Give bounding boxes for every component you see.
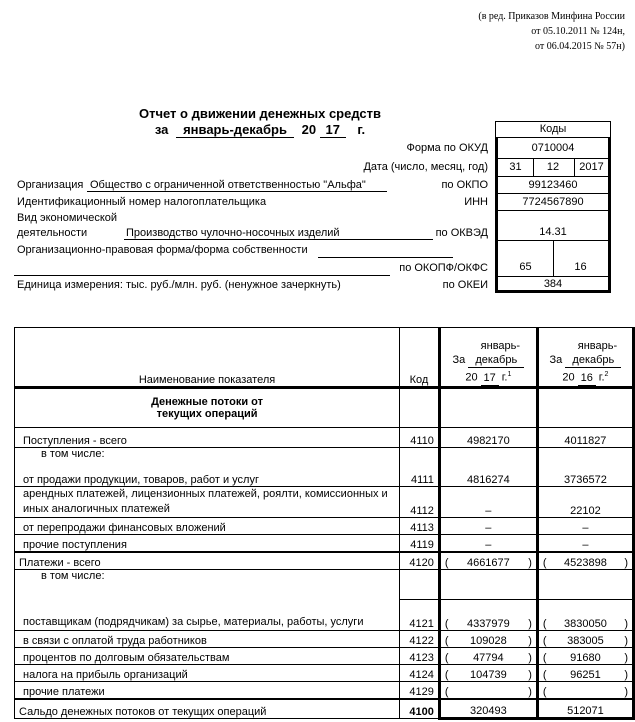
row-value-current <box>439 448 537 465</box>
row-code: 4119 <box>400 534 440 552</box>
header-za: За <box>452 354 466 367</box>
row-value-current: 4816274 <box>439 464 537 486</box>
date-month: 12 <box>546 161 560 173</box>
row-name: от перепродажи финансовых вложений <box>15 517 400 534</box>
row-value-previous: – <box>537 534 633 552</box>
row-value-current <box>439 569 537 600</box>
paren: ( <box>542 556 547 569</box>
section-row <box>15 388 634 428</box>
paren: ) <box>528 668 532 681</box>
row-code: 4100 <box>400 699 440 719</box>
report-title <box>100 106 420 138</box>
paren: ) <box>528 556 532 569</box>
header-year: 16 <box>578 371 596 386</box>
header-g: г. <box>598 372 605 384</box>
paren: ( <box>542 617 547 630</box>
value: 104739 <box>470 668 507 681</box>
row-value-current <box>439 600 537 631</box>
header-century: 20 <box>562 372 575 384</box>
org-name: Общество с ограниченной ответственностью "Альфа" <box>87 179 387 192</box>
row-code: 4120 <box>400 552 440 570</box>
okei-label: по ОКЕИ <box>442 279 488 291</box>
row-code: 4111 <box>400 464 440 486</box>
row-name: арендных платежей, лицензионных платежей, роялти, комиссионных и иных аналогичных платежей <box>15 486 400 517</box>
value-cell <box>439 388 537 428</box>
row-name: процентов по долговым обязательствам <box>15 647 400 664</box>
reference-line: от 05.10.2011 № 124н, <box>531 26 625 37</box>
table-row <box>15 600 634 631</box>
row-value-previous <box>537 569 633 600</box>
paren: ) <box>624 651 628 664</box>
row-code: 4129 <box>400 681 440 699</box>
table-row-total <box>15 699 634 719</box>
header-month: декабрь <box>468 353 524 368</box>
row-value-current: – <box>439 534 537 552</box>
row-name: прочие платежи <box>15 681 400 699</box>
row-value-previous <box>537 647 633 664</box>
row-value-current <box>439 681 537 699</box>
paren: ( <box>444 634 449 647</box>
paren: ) <box>624 685 628 698</box>
okved-value: 14.31 <box>539 226 567 238</box>
row-name: прочие поступления <box>15 534 400 552</box>
row-value-previous: 22102 <box>537 486 633 517</box>
value-cell <box>537 388 633 428</box>
table-row <box>15 630 634 647</box>
row-code: 4122 <box>400 630 440 647</box>
row-name: в том числе: <box>15 569 400 600</box>
value: 3830050 <box>564 617 607 630</box>
row-code: 4123 <box>400 647 440 664</box>
value: 91680 <box>570 651 601 664</box>
row-value-previous <box>537 681 633 699</box>
row-code: 4121 <box>400 600 440 631</box>
table-row <box>15 464 634 486</box>
table-row <box>15 681 634 699</box>
table-row <box>15 486 634 517</box>
paren: ( <box>444 556 449 569</box>
section-line: текущих операций <box>156 408 258 420</box>
header-name: Наименование показателя <box>15 328 400 388</box>
paren: ( <box>542 668 547 681</box>
value <box>449 686 529 698</box>
paren: ( <box>444 651 449 664</box>
footnote-mark: 1 <box>507 371 512 379</box>
paren: ( <box>542 685 547 698</box>
row-name: Сальдо денежных потоков от текущих операций <box>15 699 400 719</box>
row-name: поставщикам (подрядчикам) за сырье, материалы, работы, услуги <box>15 600 400 631</box>
header-g: г. <box>501 372 508 384</box>
row-name: Поступления - всего <box>15 428 400 448</box>
paren: ) <box>624 634 628 647</box>
header-period-previous <box>537 328 633 388</box>
legal-form-label: Организационно-правовая форма/форма собственности <box>17 244 308 256</box>
header-top: январь- <box>480 340 521 353</box>
row-value-current <box>439 647 537 664</box>
row-code: 4110 <box>400 428 440 448</box>
okud-value: 0710004 <box>531 142 575 154</box>
row-value-previous <box>537 664 633 681</box>
row-value-previous: – <box>537 517 633 534</box>
paren: ( <box>444 685 449 698</box>
row-code: 4124 <box>400 664 440 681</box>
reference-line: от 06.04.2015 № 57н) <box>535 41 625 52</box>
codes-header: Коды <box>539 123 567 135</box>
okved-label: по ОКВЭД <box>435 227 488 239</box>
header-code: Код <box>400 328 440 388</box>
section-line: Денежные потоки от <box>151 396 263 408</box>
value: 109028 <box>470 634 507 647</box>
paren: ( <box>542 634 547 647</box>
header-year: 17 <box>481 371 499 386</box>
value: 47794 <box>473 651 504 664</box>
paren: ( <box>542 651 547 664</box>
value: 96251 <box>570 668 601 681</box>
footnote-mark: 2 <box>604 371 609 379</box>
row-value-previous: 512071 <box>537 699 633 719</box>
table-row <box>15 664 634 681</box>
row-name: в том числе: <box>15 448 400 465</box>
row-value-current <box>439 630 537 647</box>
value <box>547 686 625 698</box>
unit-label: Единица измерения: тыс. руб./млн. руб. (ненужное зачеркнуть) <box>17 279 341 291</box>
paren: ) <box>624 617 628 630</box>
row-value-current <box>439 552 537 570</box>
row-name: налога на прибыль организаций <box>15 664 400 681</box>
row-value-current: – <box>439 486 537 517</box>
row-name: Платежи - всего <box>15 552 400 570</box>
table-row <box>15 534 634 552</box>
header-century: 20 <box>465 372 478 384</box>
row-value-current: 320493 <box>439 699 537 719</box>
row-name: от продажи продукции, товаров, работ и услуг <box>15 464 400 486</box>
title-line: Отчет о движении денежных средств <box>138 106 382 121</box>
row-code <box>400 569 440 600</box>
title-century: 20 <box>301 122 317 137</box>
header-za: За <box>549 354 563 367</box>
row-value-previous: 4011827 <box>537 428 633 448</box>
okei-value: 384 <box>543 278 563 290</box>
table-row <box>15 569 634 600</box>
row-value-current <box>439 664 537 681</box>
table-row <box>15 428 634 448</box>
table-row <box>15 552 634 570</box>
taxpayer-id-label: Идентификационный номер налогоплательщика <box>17 196 267 208</box>
okfs-value: 16 <box>574 261 587 273</box>
row-value-previous <box>537 630 633 647</box>
row-value-previous <box>537 600 633 631</box>
value: 4523898 <box>564 556 607 569</box>
inn-label: ИНН <box>464 196 488 208</box>
row-value-previous <box>537 448 633 465</box>
cash-flow-table <box>14 327 635 720</box>
paren: ) <box>624 668 628 681</box>
title-suffix: г. <box>357 122 366 137</box>
row-value-current: 4982170 <box>439 428 537 448</box>
paren: ( <box>444 668 449 681</box>
paren: ) <box>528 651 532 664</box>
paren: ) <box>624 556 628 569</box>
inn-value: 7724567890 <box>522 196 584 208</box>
header-top: январь- <box>577 340 618 353</box>
okpo-value: 99123460 <box>528 179 578 191</box>
title-period: январь-декабрь <box>176 122 294 138</box>
okopf-value: 65 <box>519 261 532 273</box>
table-row <box>15 517 634 534</box>
row-code <box>400 448 440 465</box>
date-label: Дата (число, месяц, год) <box>363 161 488 173</box>
value: 4661677 <box>466 556 510 569</box>
paren: ( <box>444 617 449 630</box>
date-year: 2017 <box>579 161 604 173</box>
paren: ) <box>528 617 532 630</box>
header-month: декабрь <box>565 353 621 368</box>
reference-line: (в ред. Приказов Минфина России <box>478 11 625 22</box>
code-cell <box>400 388 440 428</box>
title-year: 17 <box>320 122 346 138</box>
title-prefix: за <box>154 122 169 137</box>
table-row <box>15 647 634 664</box>
value: 4337979 <box>466 617 510 630</box>
section-title <box>15 388 400 428</box>
row-code: 4112 <box>400 486 440 517</box>
okopf-label: по ОКОПФ/ОКФС <box>399 262 488 274</box>
reference-note <box>478 9 625 54</box>
activity-label: Вид экономической <box>17 212 118 224</box>
row-value-previous: 3736572 <box>537 464 633 486</box>
row-value-current: – <box>439 517 537 534</box>
org-label: Организация <box>17 179 84 191</box>
table-header-row <box>15 328 634 388</box>
activity-value: Производство чулочно-носочных изделий <box>124 227 433 240</box>
table-row <box>15 448 634 465</box>
row-name: в связи с оплатой труда работников <box>15 630 400 647</box>
paren: ) <box>528 634 532 647</box>
okpo-label: по ОКПО <box>441 179 488 191</box>
row-value-previous <box>537 552 633 570</box>
paren: ) <box>528 685 532 698</box>
okud-label: Форма по ОКУД <box>406 142 488 154</box>
header-period-current <box>439 328 537 388</box>
activity-label-2: деятельности <box>17 227 88 239</box>
value: 383005 <box>567 634 604 647</box>
date-day: 31 <box>509 161 522 173</box>
row-code: 4113 <box>400 517 440 534</box>
